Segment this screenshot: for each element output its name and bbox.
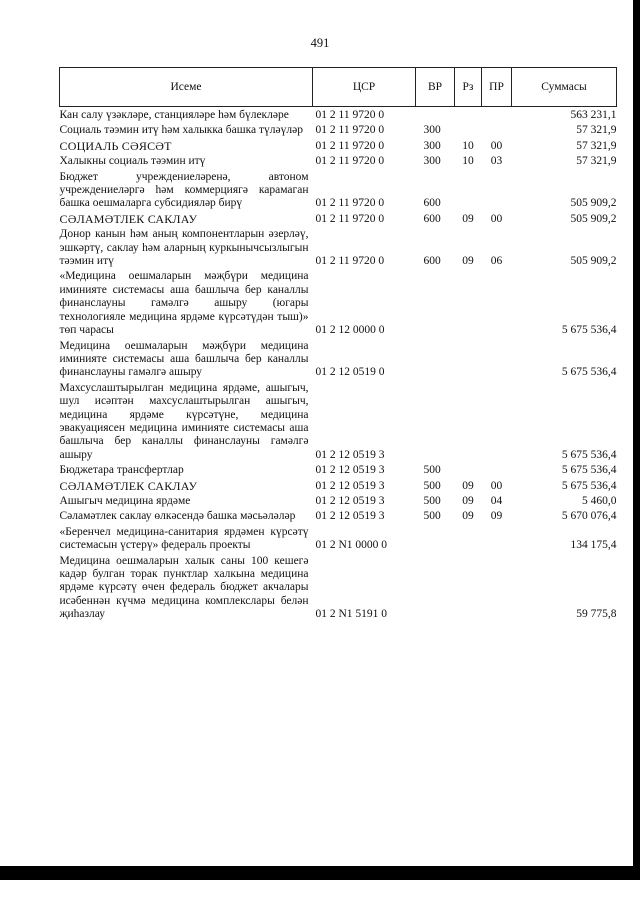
row-vr: 300: [423, 139, 441, 152]
row-vr: [416, 555, 455, 624]
row-pr: [482, 382, 512, 464]
row-csr: 01 2 12 0000 0: [315, 324, 385, 337]
row-csr: 01 2 12 0519 3: [315, 448, 385, 461]
row-csr: 01 2 12 0519 3: [315, 494, 385, 507]
row-rz: [455, 124, 482, 139]
row-csr: 01 2 11 9720 0: [315, 109, 385, 121]
row-name: Халыкны социаль тәэмин итү: [59, 155, 206, 168]
row-name: Донор канын һәм аның компонентларын әзерләү, эшкәртү, саклау һәм аларның куркынычсызлыгын тәэмин итү: [59, 228, 309, 268]
row-rz: 09: [462, 494, 474, 507]
row-vr: 500: [423, 479, 441, 492]
row-csr: 01 2 11 9720 0: [315, 139, 385, 152]
row-rz: 09: [462, 212, 474, 225]
row-name: Махсуслаштырылган медицина ярдәме, ашыгыч, шул исәптән махсуслаштырылган ашыгыч, медицина ярдәме күрсәтүне, медицина эвакуациясен медицина иминияте системасы аша башлыча бер каналлы финанслауны гамәлгә ашыру: [59, 381, 309, 461]
row-name: «Беренчел медицина-санитария ярдәмен күрсәтү системасын үстерү» федераль проекты: [59, 525, 309, 552]
row-vr: 600: [423, 255, 441, 268]
row-pr: 00: [490, 479, 503, 492]
row-pr: [482, 270, 512, 339]
row-rz: [455, 171, 482, 213]
row-sum: 134 175,4: [570, 539, 617, 552]
row-sum: 57 321,9: [576, 155, 617, 168]
row-vr: [416, 340, 455, 382]
page-number: 491: [310, 36, 330, 50]
row-csr: 01 2 N1 0000 0: [315, 539, 388, 552]
row-name: Кан салу үзәкләре, станцияләре һәм бүлекләре: [59, 109, 289, 121]
row-sum: 505 909,2: [570, 255, 617, 268]
table-row: [60, 510, 617, 525]
row-sum: 5 675 536,4: [561, 366, 617, 379]
table-row: [60, 382, 617, 464]
row-csr: 01 2 12 0519 0: [315, 366, 385, 379]
row-vr: 500: [423, 464, 441, 477]
header-csr: ЦСР: [313, 68, 416, 107]
row-sum: 5 675 536,4: [561, 479, 617, 492]
row-pr: 03: [490, 155, 503, 168]
row-rz: [455, 555, 482, 624]
row-name: Бюджетара трансфертлар: [59, 464, 184, 477]
header-vr: ВР: [416, 68, 455, 107]
row-pr: [482, 107, 512, 125]
row-csr: 01 2 11 9720 0: [315, 197, 385, 210]
row-sum: 57 321,9: [576, 124, 617, 137]
row-csr: 01 2 N1 5191 0: [315, 608, 388, 621]
row-csr: 01 2 11 9720 0: [315, 155, 385, 168]
header-rz: Рз: [455, 68, 482, 107]
row-sum: 5 675 536,4: [561, 324, 617, 337]
table-header-row: [60, 68, 617, 107]
row-vr: 600: [423, 212, 441, 225]
table-row: [60, 124, 617, 139]
row-csr: 01 2 12 0519 3: [315, 510, 385, 523]
row-pr: 00: [490, 139, 503, 152]
row-pr: [482, 340, 512, 382]
header-pr: ПР: [482, 68, 512, 107]
row-pr: [482, 555, 512, 624]
row-pr: [482, 526, 512, 555]
scan-border-right: [633, 0, 640, 866]
row-sum: 5 670 076,4: [561, 510, 617, 523]
row-pr: [482, 171, 512, 213]
row-vr: 500: [423, 494, 441, 507]
row-rz: [455, 340, 482, 382]
row-name: Социаль тәэмин итү һәм халыкка башка түләүләр: [59, 124, 303, 137]
row-vr: 300: [423, 124, 441, 137]
row-name: СӘЛАМӘТЛЕК САКЛАУ: [59, 211, 198, 226]
row-vr: 300: [423, 155, 441, 168]
row-sum: 5 675 536,4: [561, 464, 617, 477]
row-name: Медицина оешмаларын халык саны 100 кешегә кадәр булган торак пунктлар халкына медицина ярдәме күрсәтү өчен федераль бюджет акчалары исәбеннән күчмә медицина комплекслары белән җиһазлау: [59, 554, 309, 621]
table-row: [60, 213, 617, 228]
row-vr: [416, 270, 455, 339]
header-name: Исеме: [60, 68, 313, 107]
row-csr: 01 2 12 0519 3: [315, 464, 385, 477]
row-rz: [455, 107, 482, 125]
row-sum: 59 775,8: [576, 608, 617, 621]
row-rz: 10: [462, 139, 474, 152]
row-rz: 09: [462, 510, 474, 523]
row-vr: [416, 107, 455, 125]
row-name: Ашыгыч медицина ярдәме: [59, 494, 191, 507]
row-pr: [482, 464, 512, 479]
row-rz: [455, 270, 482, 339]
row-name: СОЦИАЛЬ СӘЯСӘТ: [59, 138, 172, 153]
row-vr: [416, 382, 455, 464]
row-csr: 01 2 11 9720 0: [315, 124, 385, 137]
row-name: Сәламәтлек саклау өлкәсендә башка мәсьәләләр: [59, 510, 296, 523]
table-row: [60, 107, 617, 125]
row-sum: 563 231,1: [570, 109, 617, 121]
row-rz: 10: [462, 155, 474, 168]
row-name: Медицина оешмаларын мәҗбүри медицина иминияте системасы аша башлыча бер каналлы финанслауны гамәлгә ашыру: [59, 339, 309, 379]
row-pr: 09: [490, 510, 503, 523]
row-pr: 04: [490, 494, 503, 507]
row-name: «Медицина оешмаларын мәҗбүри медицина иминияте системасы аша башлыча бер каналлы финанслауны гамәлгә ашыру (югары технологияле медицина ярдәме күрсәтүдән тыш)» төп чарасы: [59, 270, 309, 337]
scan-border-bottom: [0, 866, 640, 880]
table-row: [60, 270, 617, 339]
row-csr: 01 2 11 9720 0: [315, 212, 385, 225]
row-pr: [482, 124, 512, 139]
table-row: [60, 464, 617, 479]
row-rz: [455, 382, 482, 464]
row-sum: 5 460,0: [582, 494, 617, 507]
row-sum: 505 909,2: [570, 197, 617, 210]
row-csr: 01 2 12 0519 3: [315, 479, 385, 492]
row-rz: 09: [462, 255, 474, 268]
table-row: [60, 480, 617, 495]
table-body: [60, 107, 617, 624]
row-pr: 00: [490, 212, 503, 225]
table-row: [60, 155, 617, 170]
row-name: СӘЛАМӘТЛЕК САКЛАУ: [59, 478, 198, 493]
budget-table: [59, 67, 617, 624]
row-sum: 5 675 536,4: [561, 448, 617, 461]
table-row: [60, 495, 617, 510]
row-rz: [455, 464, 482, 479]
header-sum: Суммасы: [512, 68, 617, 107]
row-vr: [416, 526, 455, 555]
row-vr: 500: [423, 510, 441, 523]
row-vr: 600: [423, 197, 441, 210]
row-csr: 01 2 11 9720 0: [315, 255, 385, 268]
table-row: [60, 555, 617, 624]
table-row: [60, 228, 617, 270]
row-sum: 57 321,9: [576, 139, 617, 152]
row-pr: 06: [490, 255, 503, 268]
table-row: [60, 140, 617, 155]
row-rz: [455, 526, 482, 555]
table-row: [60, 171, 617, 213]
row-name: Бюджет учреждениеләренә, автоном учреждениеләргә һәм коммерциягә карамаган башка оешмаларга субсидияләр бирү: [59, 170, 309, 210]
row-sum: 505 909,2: [570, 212, 617, 225]
table-row: [60, 526, 617, 555]
row-rz: 09: [462, 479, 474, 492]
table-row: [60, 340, 617, 382]
